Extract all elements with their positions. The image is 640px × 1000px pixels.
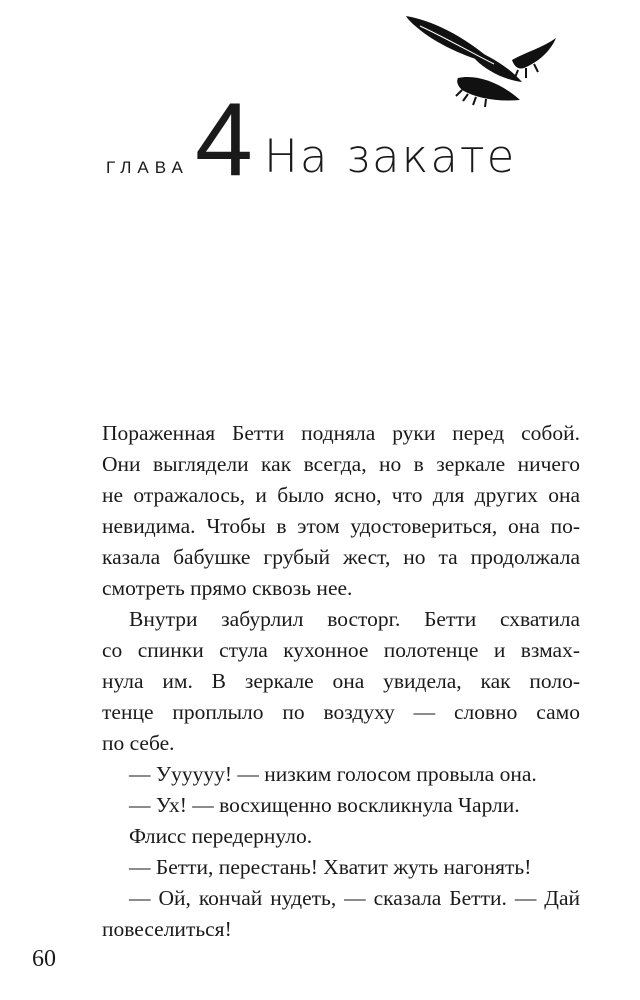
text-line: не отражалось, и было ясно, что для других она <box>102 483 580 507</box>
text-line: невидима. Чтобы в этом удостовериться, она по- <box>102 514 580 538</box>
chapter-title: На закате <box>264 130 517 183</box>
text-line: со спинки стула кухонное полотенце и взмах- <box>102 638 580 662</box>
text-line: — Бетти, перестань! Хватит жуть нагонять! <box>129 855 532 879</box>
text-line: смотреть прямо сквозь нее. <box>102 576 353 600</box>
dialogue-1 <box>102 759 580 790</box>
chapter-heading <box>106 82 586 202</box>
text-line: тенце проплыло по воздуху — словно само <box>102 700 580 724</box>
body-text <box>102 418 580 945</box>
text-line: повеселиться! <box>102 917 232 941</box>
text-line: — Ой, кончай нудеть, — сказала Бетти. — Дай <box>129 886 580 910</box>
dialogue-2 <box>102 790 580 821</box>
paragraph-3 <box>102 821 580 852</box>
paragraph-2 <box>102 604 580 759</box>
paragraph-1 <box>102 418 580 604</box>
text-line: казала бабушке грубый жест, но та продолжала <box>102 545 580 569</box>
dialogue-4 <box>102 883 580 945</box>
text-line: — Уууууу! — низким голосом провыла она. <box>129 762 537 786</box>
chapter-label: ГЛАВА <box>106 158 189 177</box>
text-line: Внутри забурлил восторг. Бетти схватила <box>129 607 580 631</box>
dialogue-3 <box>102 852 580 883</box>
text-line: по себе. <box>102 731 175 755</box>
chapter-number: 4 <box>195 82 253 198</box>
text-line: — Ух! — восхищенно воскликнула Чарли. <box>129 793 520 817</box>
text-line: Пораженная Бетти подняла руки перед собой. <box>102 421 580 445</box>
page-number: 60 <box>32 946 56 972</box>
text-line: Они выглядели как всегда, но в зеркале ничего <box>102 452 580 476</box>
text-line: Флисс передернуло. <box>129 824 313 848</box>
text-line: нула им. В зеркале она увидела, как поло- <box>102 669 580 693</box>
